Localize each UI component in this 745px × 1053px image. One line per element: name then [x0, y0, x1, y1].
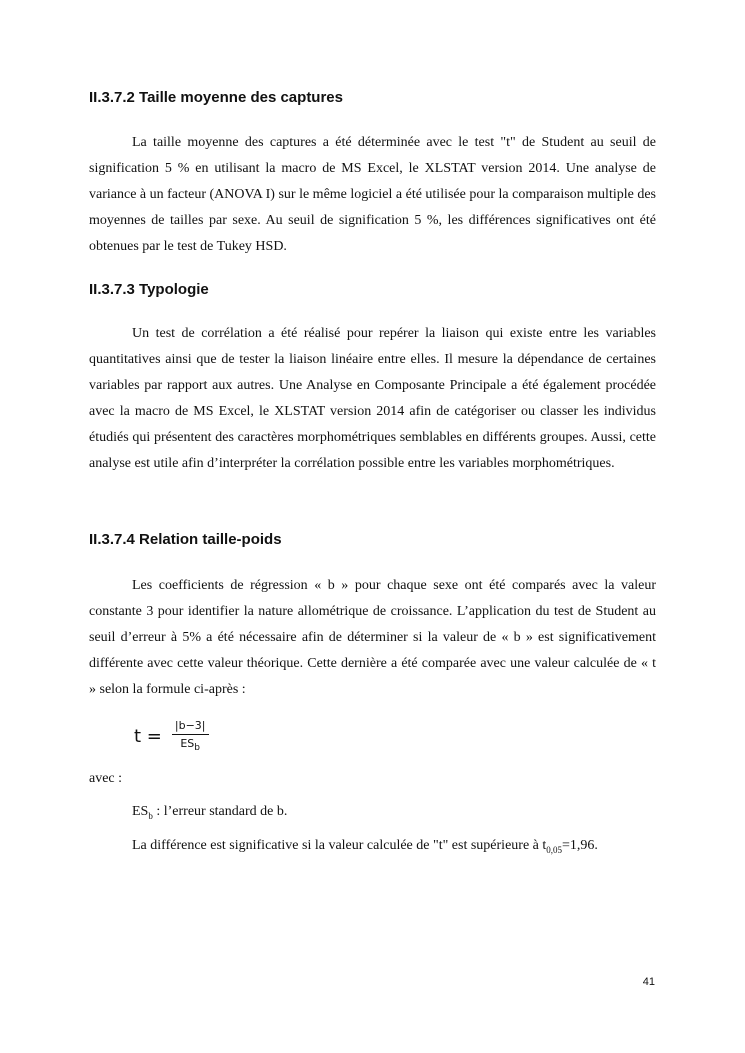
avec-label: avec : [89, 771, 123, 786]
formula-numerator: |b−3| [172, 719, 209, 735]
significance-statement: La différence est significative si la valeur calculée de "t" est supérieure à $t_{0,05}=1,96$. [132, 838, 598, 855]
es-definition: $ES_b$ : l’erreur standard de b. [132, 804, 288, 821]
page-number: 41 [642, 976, 655, 988]
section-heading-372: II.3.7.2 Taille moyenne des captures [89, 89, 343, 106]
section-paragraph-374: Les coefficients de régression « b » pour chaque sexe ont été comparés avec la valeur constante 3 pour identifier la nature allométrique de croissance. L’application du test de Student au seuil d’erreur à 5% a été nécessaire afin de déterminer si la valeur de « b » est significativement différente avec cette valeur théorique. Cette dernière a été comparée avec une valeur calculée de « t » selon la formule ci-après : [89, 578, 656, 697]
section-heading-373: II.3.7.3 Typologie [89, 281, 209, 298]
t-test-formula [134, 714, 209, 758]
section-heading-374: II.3.7.4 Relation taille-poids [89, 531, 282, 548]
formula-denominator: $ES_b$ [180, 736, 201, 754]
section-paragraph-373: Un test de corrélation a été réalisé pour repérer la liaison qui existe entre les variables quantitatives ainsi que de tester la liaison linéaire entre elles. Il mesure la dépendance de certaines variables par rapport aux autres. Une Analyse en Composante Principale a été également procédée avec la macro de MS Excel, le XLSTAT version 2014 afin de catégoriser ou classer les individus étudiés qui présentent des caractères morphométriques semblables en différents groupes. Aussi, cette analyse est utile afin d’interpréter la corrélation possible entre les variables morphométriques. [89, 326, 656, 471]
formula-lhs: t = [134, 725, 162, 747]
formula-fraction [172, 719, 209, 753]
section-paragraph-372: La taille moyenne des captures a été déterminée avec le test "t" de Student au seuil de signification 5 % en utilisant la macro de MS Excel, le XLSTAT version 2014. Une analyse de variance à un facteur (ANOVA I) sur le même logiciel a été utilisée pour la comparaison multiple des moyennes de tailles par sexe. Au seuil de signification 5 %, les différences significatives ont été obtenues par le test de Tukey HSD. [89, 135, 656, 254]
